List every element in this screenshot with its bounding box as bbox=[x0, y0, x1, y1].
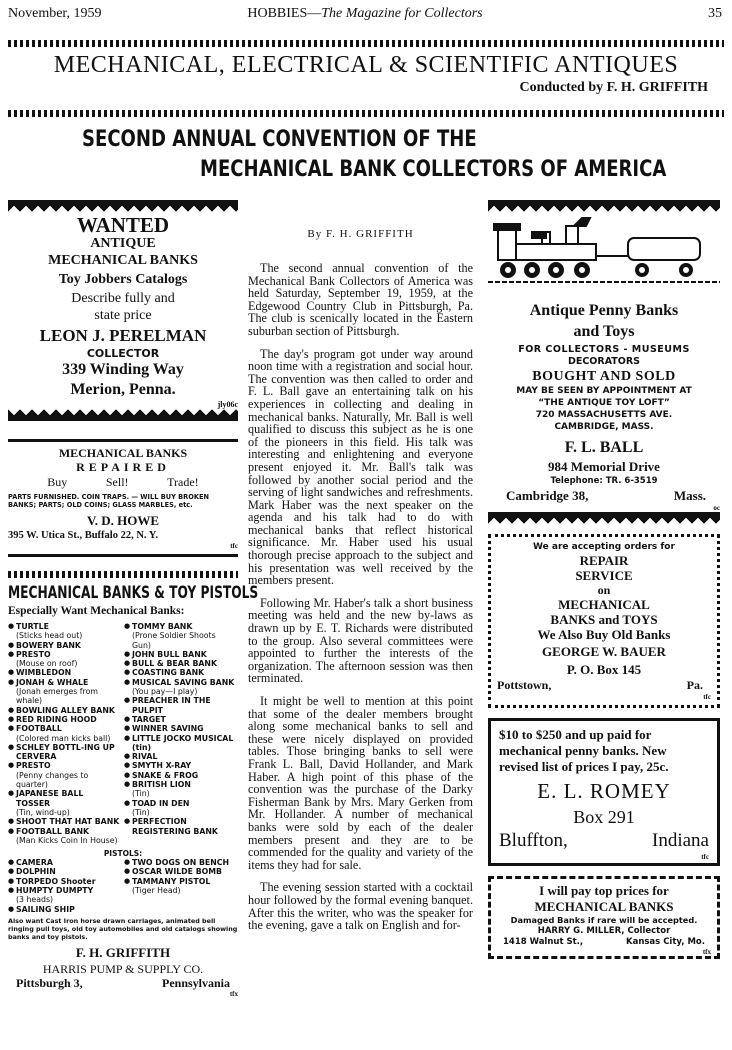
ad-border-bottom bbox=[8, 409, 238, 421]
item-name: FOOTBALL BANK bbox=[16, 826, 90, 836]
list-item bbox=[8, 715, 120, 724]
ad-city-line bbox=[499, 829, 709, 853]
ad-city-line bbox=[488, 488, 720, 504]
ad-line: Toy Jobbers Catalogs bbox=[58, 272, 188, 287]
list-item bbox=[124, 817, 236, 836]
bank-list-left bbox=[8, 622, 120, 845]
ad-line: ANTIQUE bbox=[90, 236, 156, 251]
list-item bbox=[8, 706, 120, 715]
item-name: RED RIDING HOOD bbox=[16, 714, 97, 724]
ad-line: BOUGHT AND SOLD bbox=[532, 369, 676, 384]
item-name: TOMMY BANK bbox=[132, 622, 193, 631]
right-column bbox=[488, 200, 720, 959]
list-item bbox=[124, 752, 236, 761]
ad-line: Damaged Banks if rare will be accepted. bbox=[510, 915, 698, 925]
ad-city-line bbox=[8, 976, 238, 990]
ad-city: Cambridge 38, bbox=[506, 488, 589, 503]
ad-line: MECHANICAL BANKS bbox=[58, 446, 188, 460]
issue-date: November, 1959 bbox=[8, 6, 102, 21]
ad-address: 395 W. Utica St., Buffalo 22, N. Y. bbox=[8, 530, 159, 541]
item-name: RIVAL bbox=[132, 752, 158, 762]
article-paragraph: The day's program got under way around noon time with a registration and social hour. The convention was then called to order and F. L. Ball gave an entertaining talk on his experiences in collecting and dealing in mechanical banks. Naturally, Mr. Ball is well qualified to discuss this subject as he is one of the pioneers in this field. His talk was interesting and enlightening and everyone present enjoyed it. Mr. Ball's talk was followed by another social period and the serving of light sandwiches and refreshments. Mark Haber was the next speaker on the agenda and his talk had to do with mechanical banks that reflect historical significance. Mr. Haber used his usual thorough precise approach to the subject and his presentation was well received by the members present. bbox=[248, 346, 473, 588]
list-item bbox=[124, 799, 236, 818]
advertiser-name: GEORGE W. BAUER bbox=[542, 644, 666, 659]
item-note: (Tin, wind-up) bbox=[16, 807, 70, 817]
item-name: MUSICAL SAVING BANK bbox=[132, 677, 235, 687]
list-item bbox=[8, 877, 120, 886]
ad-state: Pa. bbox=[686, 678, 703, 692]
ad-note: Also want Cast Iron horse drawn carriages, animated bell ringing pull toys, old toy automobiles and old catalogs showing banks and toy pistols. bbox=[8, 916, 238, 941]
ad-state: Indiana bbox=[652, 830, 709, 851]
buy-word: Buy bbox=[47, 475, 68, 489]
buy-sell-trade bbox=[8, 475, 238, 490]
ad-line: on bbox=[597, 583, 611, 597]
ad-address: 339 Winding Way bbox=[62, 361, 184, 378]
ad-city: Bluffton, bbox=[499, 830, 568, 851]
list-item bbox=[8, 743, 120, 762]
sell-word: Sell! bbox=[105, 475, 129, 489]
list-item bbox=[124, 622, 236, 650]
article-paragraph: Following Mr. Haber's talk a short business meeting was held and the new by-laws as drawn up by E. T. Richards were distributed to the group. Also several committees were appointed to further the interests of the organization. The afternoon session was then terminated. bbox=[248, 595, 473, 686]
ad-line: MECHANICAL bbox=[558, 597, 650, 612]
ad-heading: Antique Penny Banks bbox=[529, 302, 679, 319]
wanted-heading: WANTED bbox=[76, 213, 170, 237]
item-name: TOAD IN DEN bbox=[132, 798, 190, 808]
article-byline: By F. H. GRIFFITH bbox=[307, 228, 414, 240]
item-name: TURTLE bbox=[16, 622, 49, 631]
item-note: (Prone Soldier Shoots Gun) bbox=[132, 631, 216, 650]
item-name: TORPEDO Shooter bbox=[16, 876, 96, 886]
ad-line: CAMBRIDGE, MASS. bbox=[554, 422, 654, 432]
ad-border-top bbox=[8, 571, 238, 578]
ad-code: tfx bbox=[702, 948, 711, 956]
item-name: JOHN BULL BANK bbox=[132, 649, 207, 659]
item-name: SCHLEY BOTTL-ING UP CERVERA bbox=[16, 742, 115, 762]
article bbox=[248, 228, 473, 942]
list-item bbox=[8, 905, 120, 914]
list-item bbox=[124, 734, 236, 753]
item-name: PRESTO bbox=[16, 761, 51, 771]
item-note: (3 heads) bbox=[16, 895, 54, 905]
item-name: WIMBLEDON bbox=[16, 668, 72, 678]
bank-wanted-lists bbox=[8, 622, 238, 845]
item-note: (Man Kicks Coin In House) bbox=[16, 835, 118, 845]
ad-line: Describe fully and bbox=[71, 291, 175, 306]
list-item bbox=[124, 659, 236, 668]
page-number: 35 bbox=[708, 6, 722, 21]
ad-heading: and Toys bbox=[573, 323, 635, 340]
item-name: TWO DOGS ON BENCH bbox=[132, 858, 230, 868]
item-name: FOOTBALL bbox=[16, 724, 62, 734]
ad-line: MECHANICAL BANKS bbox=[534, 899, 674, 914]
list-item bbox=[8, 668, 120, 677]
ad-city: Pittsburgh 3, bbox=[16, 976, 83, 991]
ad-address: 984 Memorial Drive bbox=[548, 459, 660, 474]
headline-line1: SECOND ANNUAL CONVENTION OF THE bbox=[82, 127, 477, 152]
pistol-list-left bbox=[8, 858, 120, 914]
item-note: (Tin) bbox=[132, 807, 150, 817]
ad-line: SERVICE bbox=[575, 568, 633, 583]
item-note: (Mouse on roof) bbox=[16, 659, 78, 669]
pistols-label: PISTOLS: bbox=[103, 849, 143, 859]
list-item bbox=[8, 641, 120, 650]
ad-line: “THE ANTIQUE TOY LOFT” bbox=[538, 398, 670, 408]
ad-border-top bbox=[8, 200, 238, 212]
list-item bbox=[8, 650, 120, 669]
item-name: SAILING SHIP bbox=[16, 904, 75, 914]
list-item bbox=[8, 867, 120, 876]
item-name: SNAKE & FROG bbox=[132, 770, 199, 780]
item-name: BOWERY BANK bbox=[16, 640, 81, 650]
list-item bbox=[8, 724, 120, 743]
ad-bauer bbox=[488, 534, 720, 708]
list-item bbox=[8, 622, 120, 641]
item-name: TAMMANY PISTOL bbox=[132, 876, 211, 886]
item-name: JAPANESE BALL TOSSER bbox=[16, 789, 84, 808]
advertiser-name: F. H. GRIFFITH bbox=[75, 945, 171, 961]
ad-romey bbox=[488, 718, 720, 866]
item-name: LITTLE JOCKO MUSICAL (tin) bbox=[132, 733, 234, 752]
left-column bbox=[8, 200, 259, 999]
list-item bbox=[8, 858, 120, 867]
article-paragraph: The evening session started with a cocktail hour followed by the formal evening banquet. After this the writer, who was the speaker for the evening, gave a talk on English and for- bbox=[248, 880, 473, 933]
ad-howe bbox=[8, 442, 238, 550]
ad-city: Kansas City, Mo. bbox=[626, 937, 705, 947]
list-item bbox=[8, 827, 120, 846]
divider bbox=[8, 554, 238, 557]
list-item bbox=[124, 650, 236, 659]
pistol-lists bbox=[8, 858, 238, 914]
list-item bbox=[8, 886, 120, 905]
ad-state: Pennsylvania bbox=[161, 976, 230, 991]
ad-line: We are accepting orders for bbox=[533, 542, 675, 552]
ad-box: Box 291 bbox=[573, 807, 635, 827]
ad-line: 720 MASSACHUSETTS AVE. bbox=[535, 410, 673, 420]
article-paragraph: It might be well to mention at this point that some of the dealer members brought along some mechanical banks to sell and these were nicely displayed on provided tables. Those bringing banks to sell were Frank L. Ball, David Hollander, and Mark Haber. A high point of this phase of the convention was the purchase of the Darky Fisherman Bank by Mrs. Mary Gerken from Mr. Hollander. A number of mechanical banks were sold by each of the dealer members present and they are to be commended for the quality and variety of the items they had for sale. bbox=[248, 694, 473, 872]
ad-code: tfc bbox=[230, 542, 238, 550]
section-title: MECHANICAL, ELECTRICAL & SCIENTIFIC ANTIQUES bbox=[53, 52, 679, 78]
ad-small-print: PARTS FURNISHED. COIN TRAPS. — WILL BUY BROKEN BANKS; PARTS; OLD COINS; GLASS MARBLES, etc. bbox=[8, 493, 209, 509]
item-name: COASTING BANK bbox=[132, 668, 205, 678]
header-rule bbox=[8, 40, 724, 47]
item-name: DOLPHIN bbox=[16, 867, 56, 877]
ad-state: Mass. bbox=[673, 488, 706, 503]
ad-line: MAY BE SEEN BY APPOINTMENT AT bbox=[516, 386, 692, 396]
ad-city-line bbox=[497, 937, 711, 948]
list-item bbox=[124, 761, 236, 770]
ad-line: We Also Buy Old Banks bbox=[537, 627, 671, 642]
ad-code: tfx bbox=[229, 990, 238, 999]
ad-city: Merion, Penna. bbox=[70, 381, 176, 398]
advertiser-name: HARRY G. MILLER, Collector bbox=[537, 926, 671, 936]
list-item bbox=[124, 771, 236, 780]
item-note: (Penny changes to quarter) bbox=[16, 770, 89, 790]
ad-line: BANKS and TOYS bbox=[550, 612, 658, 627]
ad-code: tfc bbox=[701, 853, 709, 861]
ad-city-line bbox=[497, 678, 711, 693]
list-item bbox=[124, 877, 236, 896]
item-name: CAMERA bbox=[16, 858, 53, 868]
ad-phone: Telephone: TR. 6-3519 bbox=[550, 476, 658, 486]
advertiser-name: LEON J. PERELMAN bbox=[39, 326, 207, 345]
item-note: (Tin) bbox=[132, 789, 150, 799]
item-note: (Jonah emerges from whale) bbox=[16, 687, 98, 706]
item-note: (You pay—I play) bbox=[132, 687, 198, 697]
ad-line: I will pay top prices for bbox=[539, 883, 669, 898]
ad-miller bbox=[488, 876, 720, 959]
advertiser-name: F. L. BALL bbox=[564, 439, 644, 456]
list-item bbox=[124, 715, 236, 724]
item-name: BULL & BEAR BANK bbox=[132, 659, 218, 669]
list-item bbox=[8, 761, 120, 789]
ad-line: MECHANICAL BANKS bbox=[48, 253, 198, 268]
list-item bbox=[8, 817, 120, 826]
ad-box: P. O. Box 145 bbox=[566, 662, 642, 677]
ad-ball bbox=[488, 212, 720, 512]
section-rule bbox=[8, 110, 724, 117]
item-name: BOWLING ALLEY BANK bbox=[16, 705, 115, 715]
item-name: OSCAR WILDE BOMB bbox=[132, 867, 222, 877]
ad-city: Pottstown, bbox=[497, 678, 552, 692]
item-name: PRESTO bbox=[16, 649, 51, 659]
ad-code: jly06c bbox=[217, 400, 238, 409]
item-name: PREACHER IN THE PULPIT bbox=[132, 696, 211, 715]
ad-line: DECORATORS bbox=[567, 356, 641, 367]
trade-word: Trade! bbox=[167, 475, 199, 489]
item-note: (Colored man kicks ball) bbox=[16, 733, 111, 743]
magazine-title: HOBBIES—The Magazine for Collectors bbox=[247, 6, 483, 21]
ad-griffith bbox=[8, 582, 259, 999]
list-item bbox=[124, 668, 236, 677]
toy-train-icon bbox=[488, 212, 720, 296]
ad-heading: MECHANICAL BANKS & TOY PISTOLS bbox=[8, 583, 259, 603]
ad-company: HARRIS PUMP & SUPPLY CO. bbox=[42, 962, 204, 977]
bank-list-right bbox=[124, 622, 236, 845]
ad-border-bottom bbox=[488, 512, 720, 524]
ad-address: 1418 Walnut St., bbox=[503, 937, 584, 947]
ad-code: tfc bbox=[703, 693, 711, 701]
ad-text: $10 to $250 and up paid for mechanical penny banks. New revised list of prices I pay, 25c. bbox=[499, 727, 669, 774]
article-paragraph: The second annual convention of the Mechanical Bank Collectors of America was held Saturday, September 19, 1959, at the Edgewood Country Club in Pittsburgh, Pa. The club is scenically located in the Eastern suburban section of Pittsburgh. bbox=[248, 261, 473, 338]
item-name: JONAH & WHALE bbox=[16, 677, 89, 687]
list-item bbox=[124, 678, 236, 697]
ad-subheading: Especially Want Mechanical Banks: bbox=[8, 605, 185, 617]
ad-line: state price bbox=[94, 308, 152, 323]
running-header bbox=[8, 6, 722, 24]
pistol-list-right bbox=[124, 858, 236, 914]
list-item bbox=[8, 789, 120, 817]
list-item bbox=[124, 867, 236, 876]
item-name: BRITISH LION bbox=[132, 780, 191, 790]
item-note: (Tiger Head) bbox=[132, 886, 181, 896]
list-item bbox=[124, 780, 236, 799]
ad-perelman bbox=[8, 212, 238, 409]
item-name: WINNER SAVING bbox=[132, 724, 204, 734]
list-item bbox=[124, 696, 236, 715]
item-note: (Sticks head out) bbox=[16, 631, 83, 641]
item-name: PERFECTION REGISTERING BANK bbox=[132, 817, 218, 836]
ad-line: FOR COLLECTORS - MUSEUMS bbox=[518, 344, 690, 355]
item-name: HUMPTY DUMPTY bbox=[16, 886, 94, 896]
advertiser-name: V. D. HOWE bbox=[87, 513, 159, 528]
ad-role: COLLECTOR bbox=[86, 347, 160, 360]
item-name: SHOOT THAT HAT BANK bbox=[16, 817, 120, 827]
section-byline: Conducted by F. H. GRIFFITH bbox=[519, 80, 708, 95]
ad-line: REPAIR bbox=[579, 553, 629, 568]
list-item bbox=[124, 724, 236, 733]
advertiser-name: E. L. ROMEY bbox=[537, 779, 671, 803]
ad-code: oc bbox=[713, 504, 720, 512]
ad-line: REPAIRED bbox=[76, 460, 170, 474]
ad-border-top bbox=[488, 200, 720, 212]
item-name: SMYTH X-RAY bbox=[132, 761, 192, 771]
list-item bbox=[124, 858, 236, 867]
list-item bbox=[8, 678, 120, 706]
item-name: TARGET bbox=[132, 714, 166, 724]
headline-line2: MECHANICAL BANK COLLECTORS OF AMERICA bbox=[200, 157, 667, 182]
